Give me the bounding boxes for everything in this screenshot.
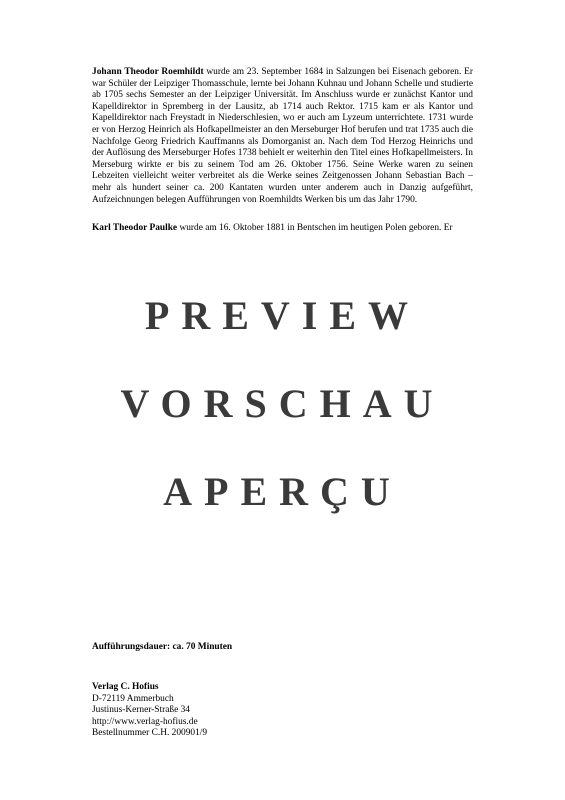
biography-roemhildt (92, 67, 473, 206)
watermark-apercu: APERÇU (163, 469, 402, 514)
biography-paulke-text: wurde am 16. Oktober 1881 in Bentschen im heutigen Polen geboren. Er (177, 223, 453, 233)
composer-name-paulke: Karl Theodor Paulke (92, 223, 178, 233)
publisher-name: Verlag C. Hofius (92, 682, 159, 692)
preview-watermark (85, 238, 480, 563)
publisher-info (92, 682, 207, 740)
biography-roemhildt-text: wurde am 23. September 1684 in Salzungen bei Eisenach geboren. Er war Schüler der Leipziger Thomasschule, lernte bei Johann Kuhnau und Johann Schelle und studierte ab 1705 sechs Semester an der Leipziger Universität. Im Anschluss wurde er zunächst Kantor und Kapelldirektor in Spremberg in der Lausitz, ab 1714 auch Rektor. 1715 kam er als Kantor und Kapelldirektor nach Freystadt in Niederschlesien, wo er auch am Lyzeum unterrichtete. 1731 wurde er von Herzog Heinrich als Hofkapellmeister an den Merseburger Hof berufen und trat 1735 auch die Nachfolge Georg Friedrich Kauffmanns als Domorganist an. Nach dem Tod Herzog Heinrichs und der Auflösung des Merseburger Hofes 1738 behielt er weiterhin den Titel eines Hofkapellmeisters. In Merseburg wirkte er bis zu seinem Tod am 26. Oktober 1756. Seine Werke waren zu seinen Lebzeiten vielleicht weiter verbreitet als die Werke seines Zeitgenossen Johann Sebastian Bach – mehr als hundert seiner ca. 200 Kantaten wurden unter anderem auch in Danzig aufgeführt, Aufzeichnungen belegen Aufführungen von Roemhildts Werken bis um das Jahr 1790. (92, 67, 473, 205)
composer-name-roemhildt: Johann Theodor Roemhildt (92, 67, 204, 77)
order-number: Bestellnummer C.H. 200901/9 (92, 728, 208, 739)
publisher-postal: D-72119 Ammerbuch (92, 693, 174, 704)
publisher-street: Justinus-Kerner-Straße 34 (92, 705, 190, 716)
watermark-preview: PREVIEW (144, 293, 421, 338)
watermark-vorschau: VORSCHAU (120, 381, 445, 426)
performance-duration: Aufführungsdauer: ca. 70 Minuten (92, 642, 233, 652)
publisher-url: http://www.verlag-hofius.de (92, 716, 198, 727)
